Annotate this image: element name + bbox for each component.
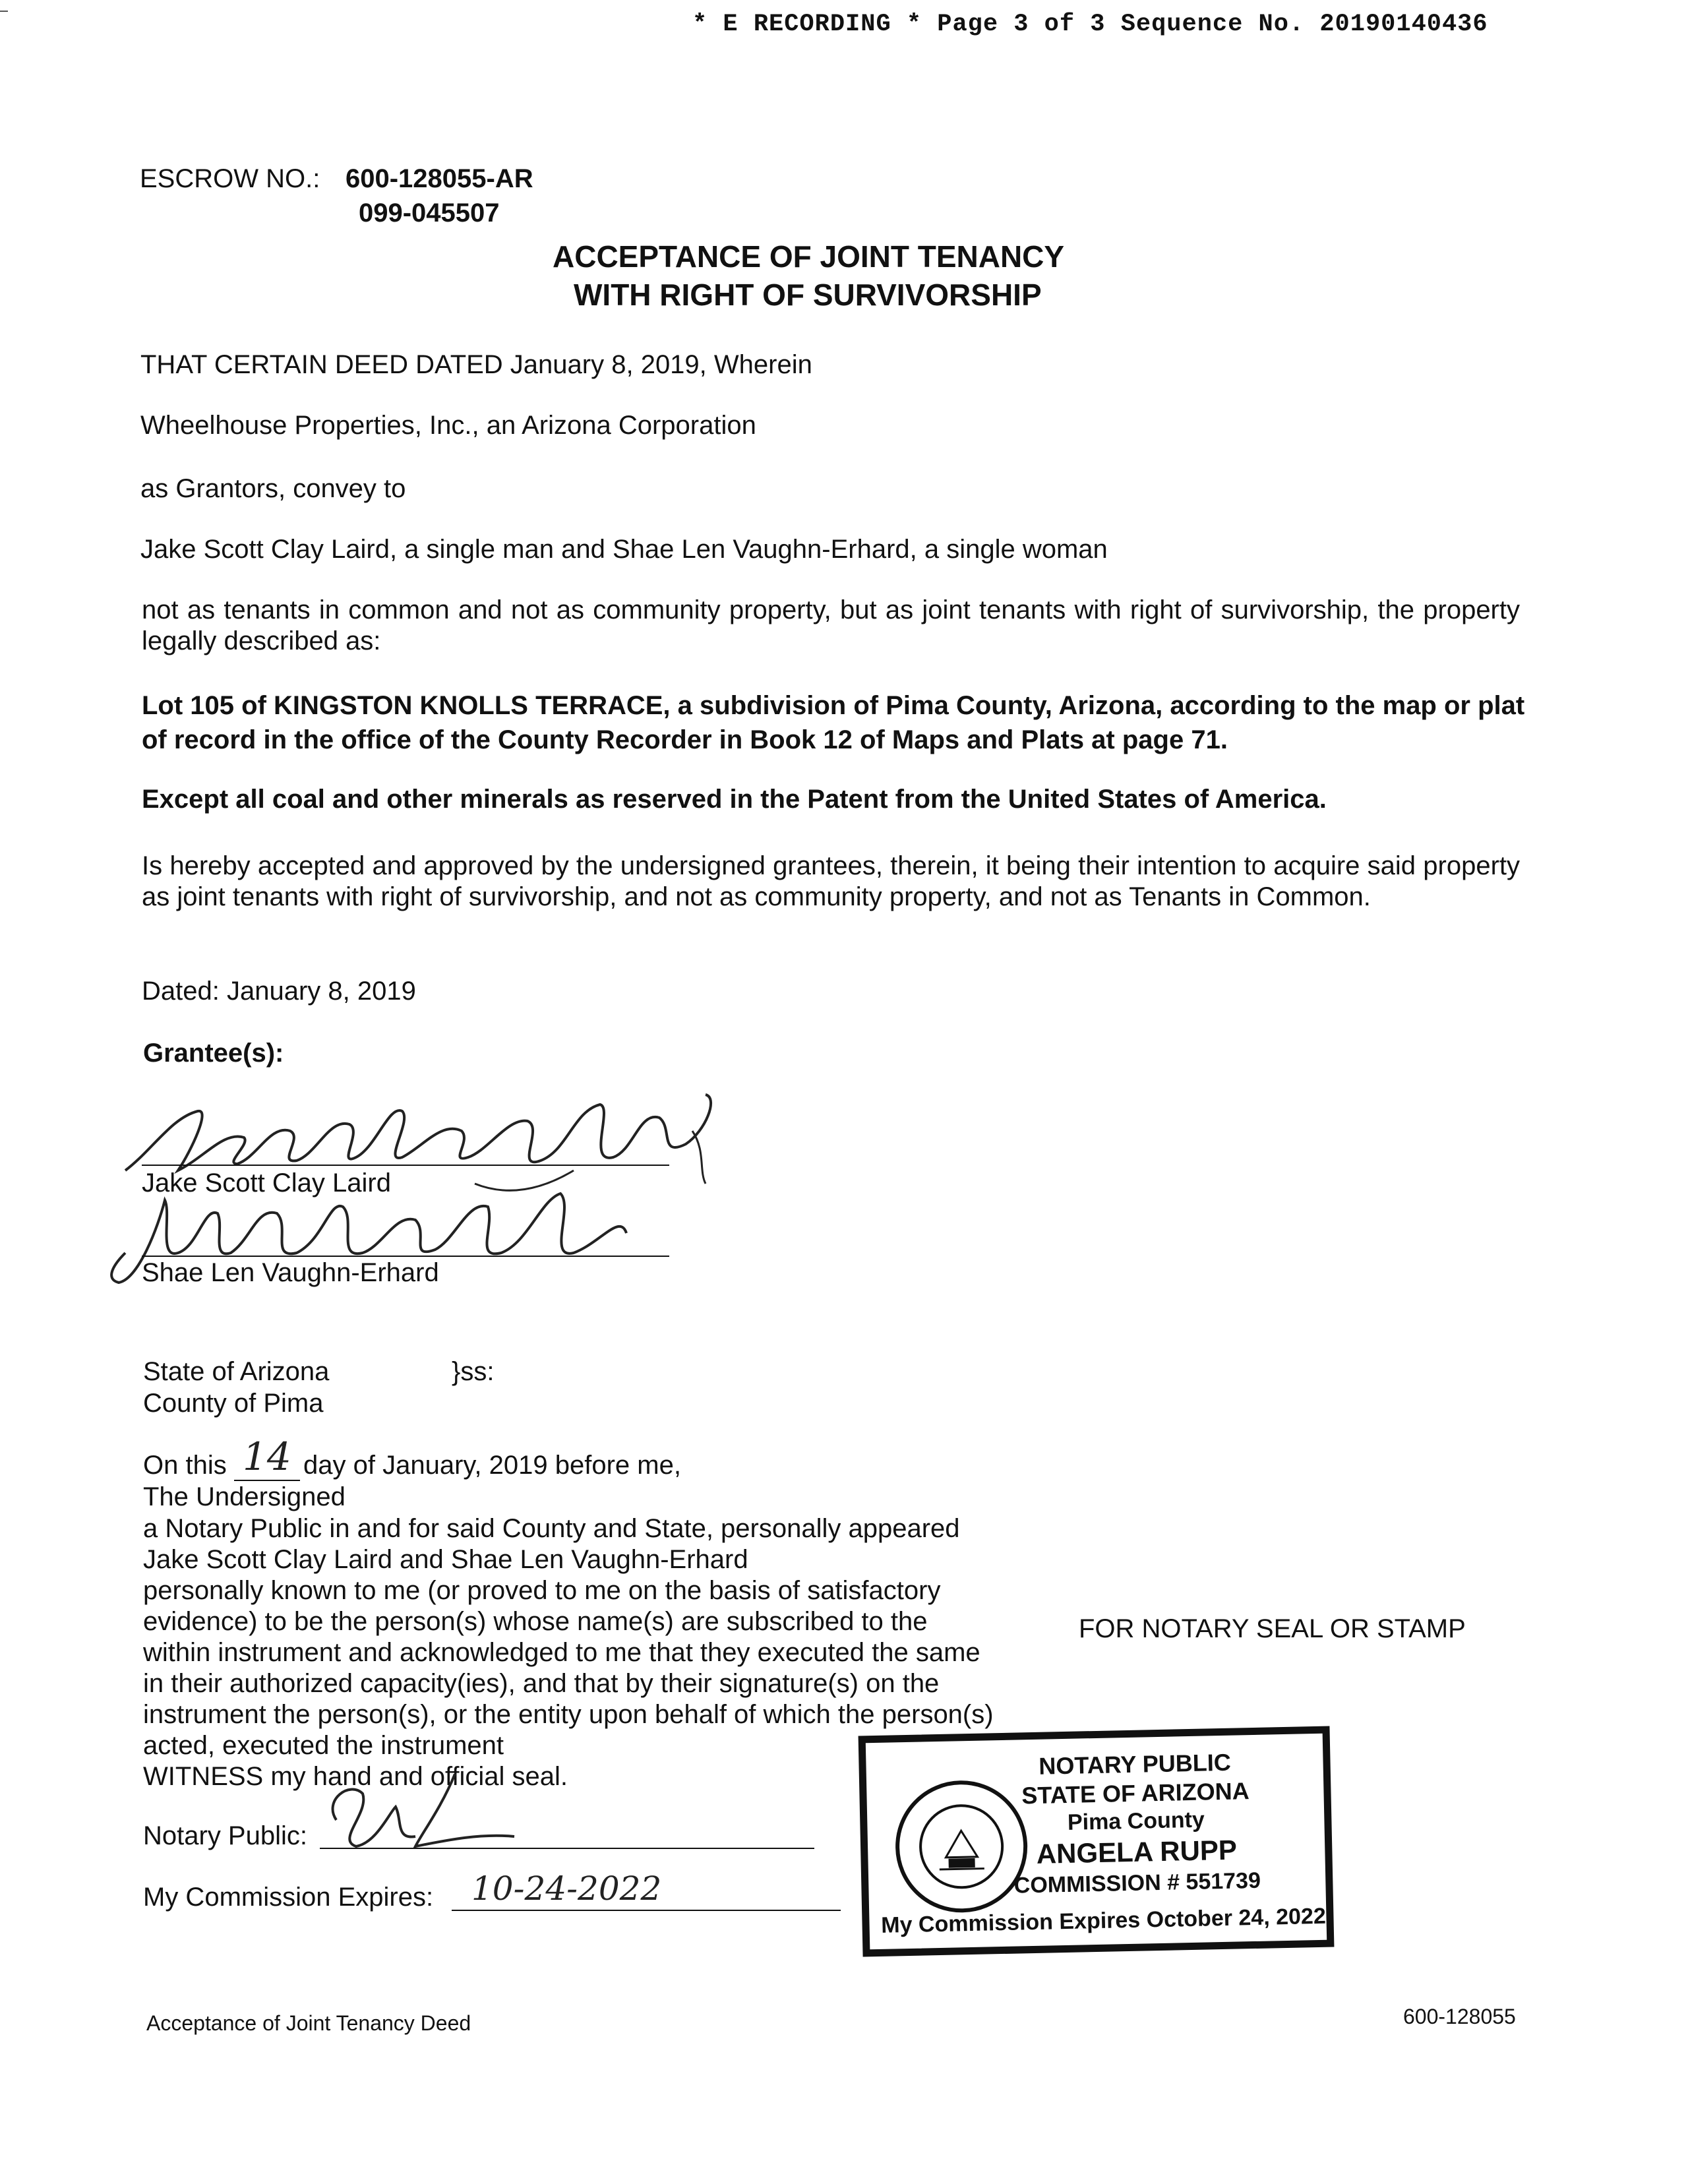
convey-text: as Grantors, convey to xyxy=(140,474,406,503)
footer-right: 600-128055 xyxy=(1403,2005,1516,2028)
tenancy-text: not as tenants in common and not as community property, but as joint tenants with right of survivorship, the property legally described as: xyxy=(142,595,1520,655)
notary-line: evidence) to be the person(s) whose name(s) are subscribed to the xyxy=(143,1607,928,1636)
notary-seal-label: FOR NOTARY SEAL OR STAMP xyxy=(1079,1614,1466,1643)
legal-description: Lot 105 of KINGSTON KNOLLS TERRACE, a subdivision of Pima County, Arizona, according to the map or plat of record in the office of the County Recorder in Book 12 of Maps and Plats at page 71. xyxy=(142,691,1525,754)
notary-line: Jake Scott Clay Laird and Shae Len Vaughn-Erhard xyxy=(143,1545,748,1574)
day-rest: day of January, 2019 before me, xyxy=(303,1451,681,1480)
grantee-2-name: Shae Len Vaughn-Erhard xyxy=(142,1258,439,1287)
stamp-line-5: COMMISSION # 551739 xyxy=(1013,1867,1261,1898)
notary-line: instrument the person(s), or the entity upon behalf of which the person(s) xyxy=(143,1700,994,1729)
stamp-line-3: Pima County xyxy=(1067,1807,1205,1835)
handwritten-commission-date: 10-24-2022 xyxy=(471,1869,662,1908)
notary-public-label: Notary Public: xyxy=(143,1821,307,1850)
escrow-label: ESCROW NO.: xyxy=(140,164,320,193)
notary-line: within instrument and acknowledged to me that they executed the same xyxy=(143,1638,980,1667)
signature-line-1 xyxy=(142,1165,669,1166)
commission-label: My Commission Expires: xyxy=(143,1883,434,1912)
venue-county: County of Pima xyxy=(143,1389,324,1418)
stamp-line-4: ANGELA RUPP xyxy=(1036,1834,1238,1869)
day-underline xyxy=(234,1480,300,1481)
stamp-line-1: NOTARY PUBLIC xyxy=(1038,1748,1232,1780)
escrow-number-2: 099-045507 xyxy=(359,198,500,228)
grantee-1-name: Jake Scott Clay Laird xyxy=(142,1168,391,1198)
commission-line xyxy=(452,1910,841,1911)
notary-line: personally known to me (or proved to me on the basis of satisfactory xyxy=(143,1576,941,1605)
grantees-text: Jake Scott Clay Laird, a single man and Shae Len Vaughn-Erhard, a single woman xyxy=(140,535,1108,564)
stamp-line-6: My Commission Expires October 24, 2022 xyxy=(880,1903,1327,1938)
venue-state: State of Arizona xyxy=(143,1357,330,1386)
grantees-heading: Grantee(s): xyxy=(143,1039,284,1068)
recording-header: * E RECORDING * Page 3 of 3 Sequence No. 20190140436 xyxy=(692,11,1488,38)
acceptance-text: Is hereby accepted and approved by the undersigned grantees, therein, it being their intention to acquire said property as joint tenants with right of survivorship, and not as community property, and not as Tenants in Common. xyxy=(142,851,1520,911)
grantor: Wheelhouse Properties, Inc., an Arizona Corporation xyxy=(140,411,756,440)
notary-signature-line xyxy=(320,1848,814,1849)
stamp-line-2: STATE OF ARIZONA xyxy=(1021,1777,1250,1809)
handwritten-day: 14 xyxy=(243,1434,291,1479)
document-title-line1: ACCEPTANCE OF JOINT TENANCY xyxy=(553,239,1065,274)
edge-mark xyxy=(0,11,8,12)
notary-line: WITNESS my hand and official seal. xyxy=(143,1762,568,1791)
dated-line: Dated: January 8, 2019 xyxy=(142,977,416,1006)
on-this-label: On this xyxy=(143,1451,227,1480)
venue-ss: }ss: xyxy=(452,1357,495,1386)
notary-line: a Notary Public in and for said County and State, personally appeared xyxy=(143,1514,960,1543)
deed-intro: THAT CERTAIN DEED DATED January 8, 2019, Wherein xyxy=(140,350,812,379)
document-title-line2: WITH RIGHT OF SURVIVORSHIP xyxy=(574,278,1042,312)
footer-left: Acceptance of Joint Tenancy Deed xyxy=(146,2011,471,2035)
notary-signature xyxy=(310,1774,521,1853)
mineral-exception: Except all coal and other minerals as reserved in the Patent from the United States of America. xyxy=(142,785,1327,814)
escrow-number-1: 600-128055-AR xyxy=(346,164,533,193)
undersigned: The Undersigned xyxy=(143,1482,346,1511)
notary-line: in their authorized capacity(ies), and that by their signature(s) on the xyxy=(143,1669,940,1698)
notary-stamp xyxy=(859,1726,1335,1957)
signature-line-2 xyxy=(142,1256,669,1257)
notary-line: acted, executed the instrument xyxy=(143,1731,504,1760)
